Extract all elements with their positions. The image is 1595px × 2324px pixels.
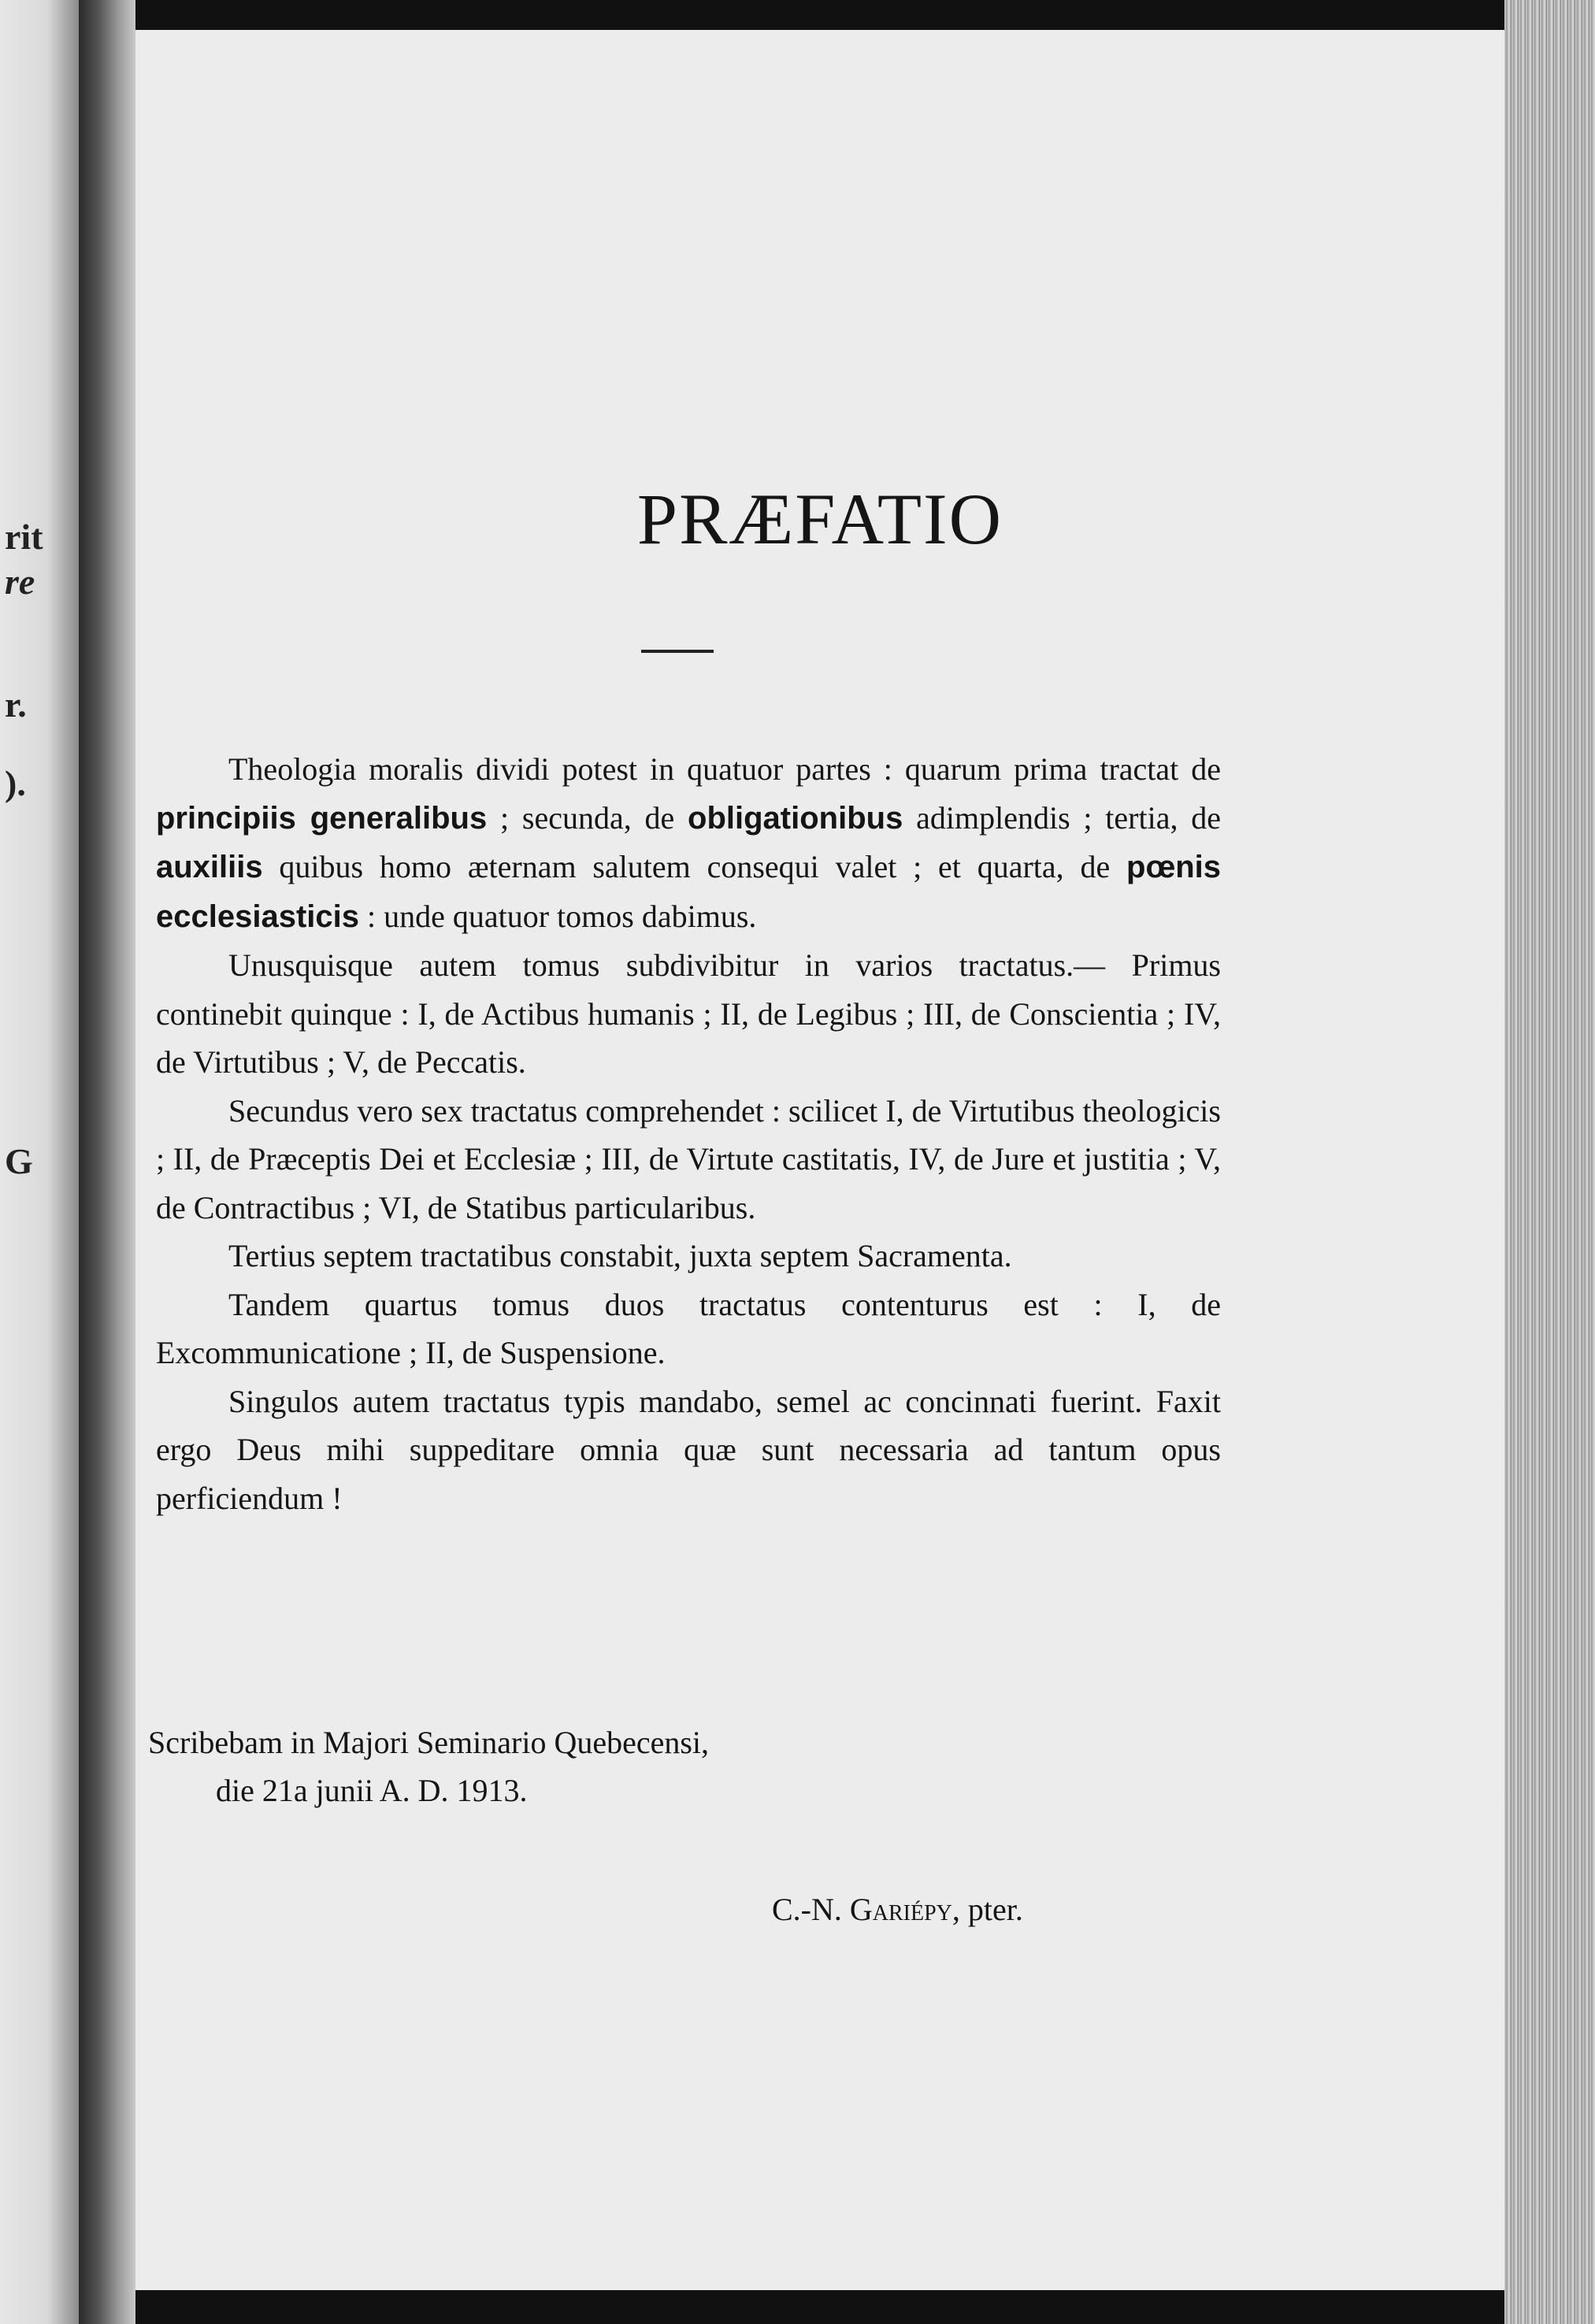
page-stack-edge xyxy=(1504,0,1595,2324)
place-line: Scribebam in Majori Seminario Quebecensi, xyxy=(148,1725,710,1760)
paragraph-2: Unusquisque autem tomus subdivibitur in varios tractatus.— Primus continebit quinque : I, de Actibus humanis ; II, de Legibus ; III, de Conscientia ; IV, de Virtutibus ; V, de Peccatis. xyxy=(156,947,1221,1080)
bold-term: principiis generalibus xyxy=(156,800,488,836)
text-run: : unde quatuor tomos dabimus. xyxy=(359,898,757,934)
book-gutter xyxy=(79,0,135,2324)
paragraph-6: Singulos autem tractatus typis mandabo, semel ac concinnati fuerint. Faxit ergo Deus mihi suppeditare omnia quæ sunt necessaria ad tantum opus perficiendum ! xyxy=(156,1383,1221,1516)
document-page xyxy=(135,30,1504,2290)
preface-body xyxy=(156,745,1221,1522)
author-suffix: , pter. xyxy=(951,1892,1023,1927)
adjacent-page-edge xyxy=(0,0,79,2324)
margin-fragment: rit xyxy=(5,517,43,557)
place-and-date xyxy=(148,1718,709,1814)
paragraph-4: Tertius septem tractatibus constabit, juxta septem Sacramenta. xyxy=(228,1238,1012,1273)
margin-fragment: r. xyxy=(5,684,27,725)
margin-fragment: G xyxy=(5,1141,33,1181)
bold-term: obligationibus xyxy=(688,800,903,836)
margin-fragment: ). xyxy=(5,763,26,803)
text-run: quibus homo æternam salutem consequi valet ; et quarta, de xyxy=(262,849,1127,884)
bold-term: auxiliis xyxy=(156,850,263,884)
bold-term: pœnis ecclesiasticis xyxy=(156,850,1221,934)
title-rule xyxy=(641,650,714,653)
author-initials: C.-N. xyxy=(772,1892,850,1927)
paragraph-3: Secundus vero sex tractatus comprehendet : scilicet I, de Virtutibus theologicis ; II, de Præceptis Dei et Ecclesiæ ; III, de Virtute castitatis, IV, de Jure et justitia ; V, de Contractibus ; VI, de Statibus particularibus. xyxy=(156,1092,1221,1225)
text-run: Theologia moralis dividi potest in quatuor partes : quarum prima tractat de xyxy=(228,751,1221,787)
author-surname: Gariépy xyxy=(849,1892,952,1927)
margin-fragment: re xyxy=(5,562,35,602)
date-line: die 21a junii A. D. 1913. xyxy=(216,1773,528,1808)
paragraph-5: Tandem quartus tomus duos tractatus contenturus est : I, de Excommunicatione ; II, de Suspensione. xyxy=(156,1286,1221,1370)
page-title: PRÆFATIO xyxy=(636,479,1003,559)
paragraph-1 xyxy=(156,745,1221,941)
text-run: adimplendis ; tertia, de xyxy=(903,799,1222,836)
author-signature xyxy=(772,1891,1023,1928)
text-run: ; secunda, de xyxy=(487,799,688,836)
